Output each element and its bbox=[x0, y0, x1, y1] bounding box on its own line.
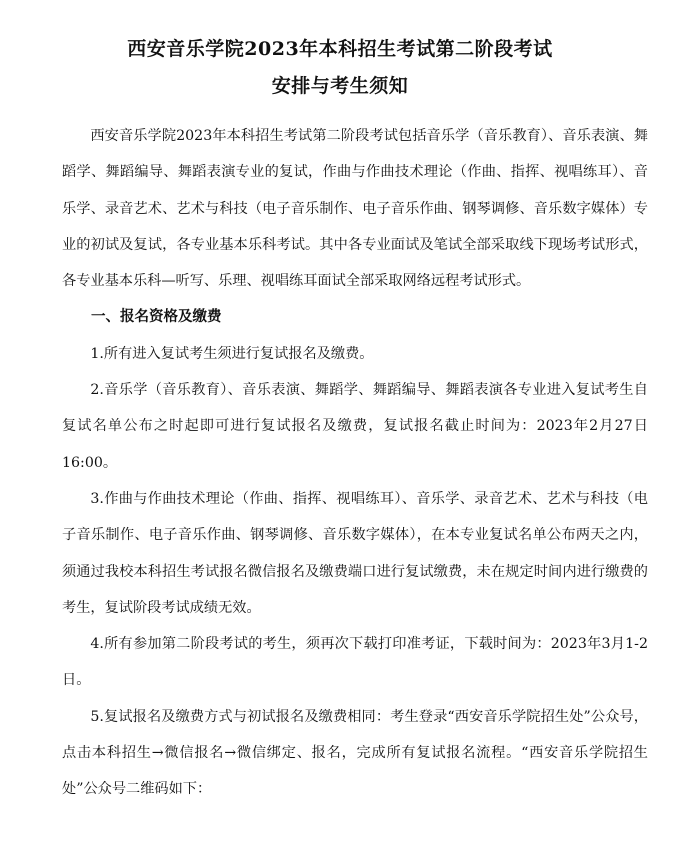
list-item: 5.复试报名及缴费方式与初试报名及缴费相同：考生登录“西安音乐学院招生处”公众号，点击本科招生→微信报名→微信绑定、报名，完成所有复试报名流程。“西安音乐学院招生处”公众号二维码如下： bbox=[62, 708, 648, 798]
list-item: 1.所有进入复试考生须进行复试报名及缴费。 bbox=[90, 345, 374, 362]
list-item: 3.作曲与作曲技术理论（作曲、指挥、视唱练耳）、音乐学、录音艺术、艺术与科技（电子音乐制作、电子音乐作曲、钢琴调修、音乐数字媒体），在本专业复试名单公布两天之内，须通过我校本科招生考试报名微信报名及缴费端口进行复试缴费，未在规定时间内进行缴费的考生，复试阶段考试成绩无效。 bbox=[62, 490, 648, 616]
document-subtitle: 安排与考生须知 bbox=[271, 75, 409, 97]
intro-paragraph: 西安音乐学院2023年本科招生考试第二阶段考试包括音乐学（音乐教育）、音乐表演、舞蹈学、舞蹈编导、舞蹈表演专业的复试，作曲与作曲技术理论（作曲、指挥、视唱练耳）、音乐学、录音艺术、艺术与科技（电子音乐制作、电子音乐作曲、钢琴调修、音乐数字媒体）专业的初试及复试，各专业基本乐科考试。其中各专业面试及笔试全部采取线下现场考试形式，各专业基本乐科—听写、乐理、视唱练耳面试全部采取网络远程考试形式。 bbox=[62, 128, 648, 290]
list-item: 2.音乐学（音乐教育）、音乐表演、舞蹈学、舞蹈编导、舞蹈表演各专业进入复试考生自复试名单公布之时起即可进行复试报名及缴费，复试报名截止时间为：2023年2月27日16:00。 bbox=[62, 382, 648, 471]
document-title: 西安音乐学院2023年本科招生考试第二阶段考试 bbox=[127, 38, 553, 60]
section-heading: 一、报名资格及缴费 bbox=[91, 308, 222, 326]
document-body bbox=[62, 118, 648, 808]
list-item: 4.所有参加第二阶段考试的考生，须再次下载打印准考证，下载时间为：2023年3月1-2日。 bbox=[62, 636, 648, 689]
